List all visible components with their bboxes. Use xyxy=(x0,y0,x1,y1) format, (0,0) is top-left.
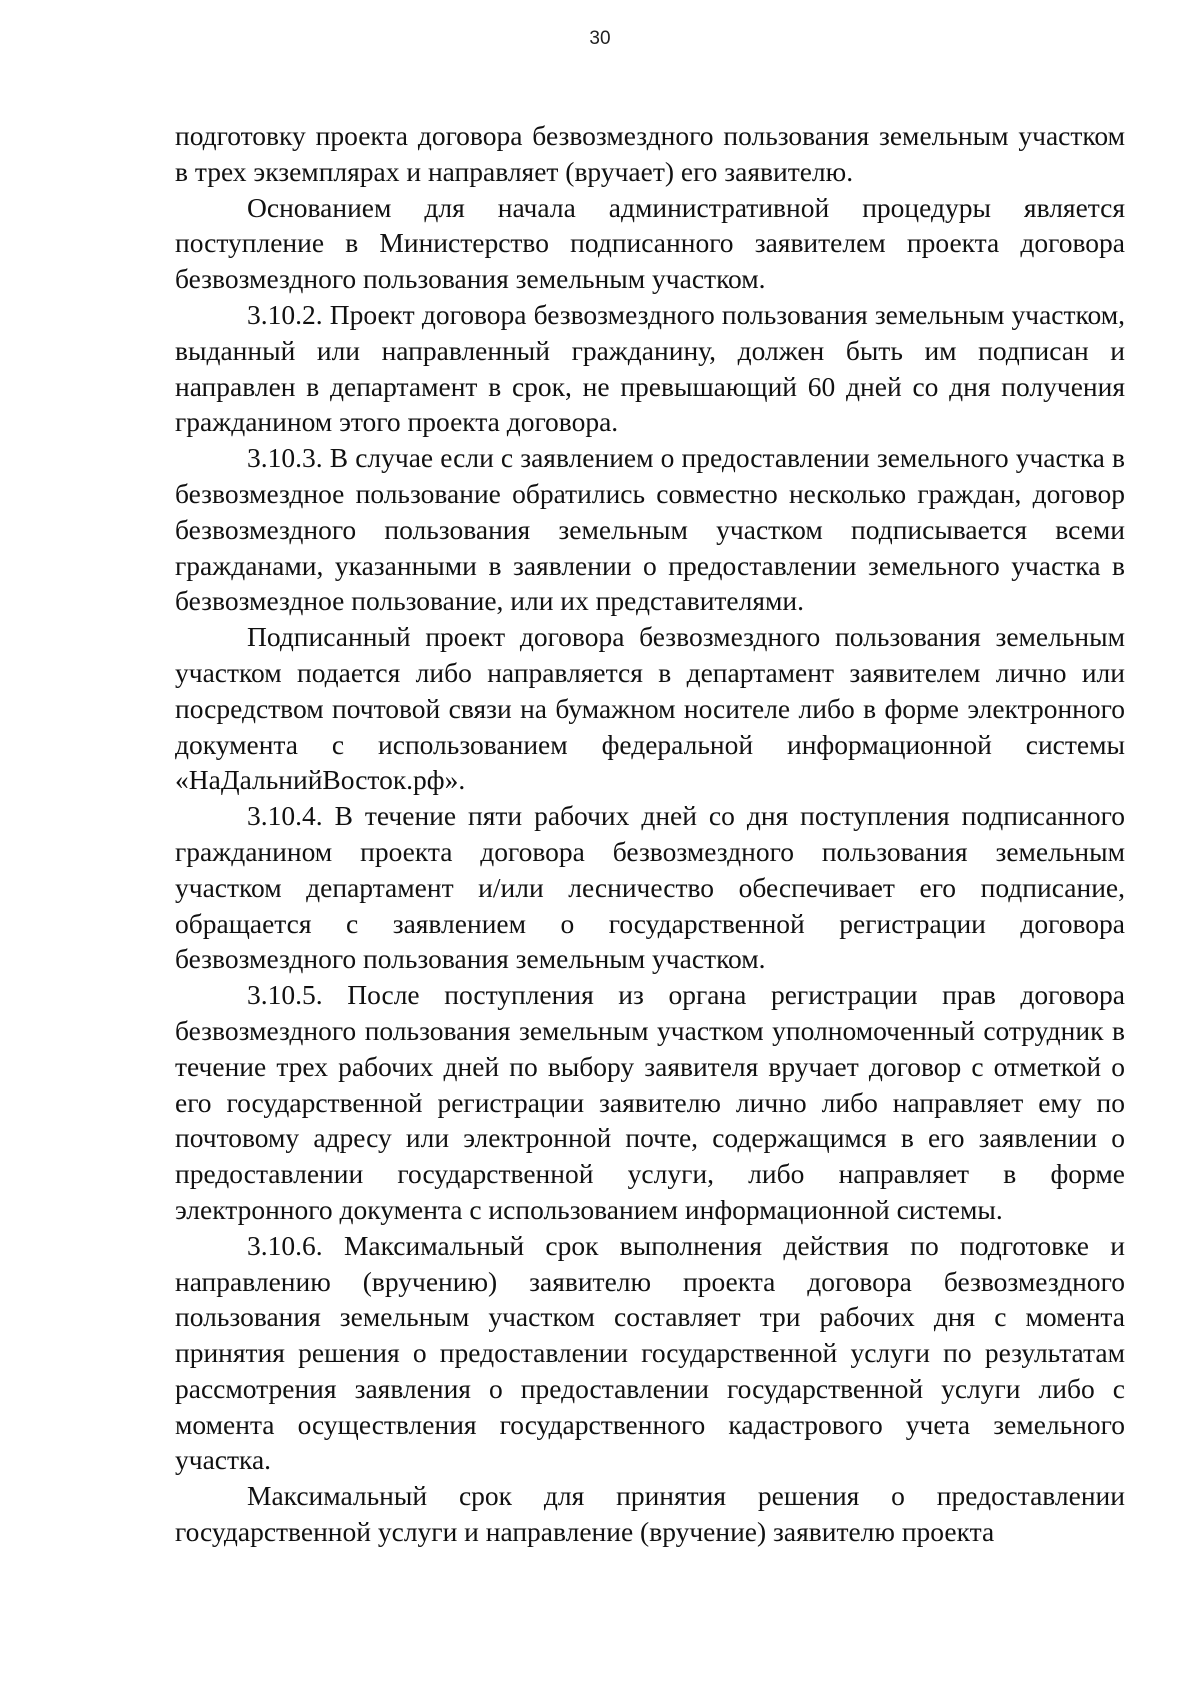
paragraph-max-term: Максимальный срок для принятия решения о предоставлении государственной услуги и направление (вручение) заявителю проекта xyxy=(175,1480,1125,1548)
paragraph-3-10-3: 3.10.3. В случае если с заявлением о предоставлении земельного участка в безвозмездное пользование обратились совместно несколько граждан, договор безвозмездного пользования земельным участком подписывается всеми гражданами, указанными в заявлении о предоставлении земельного участка в безвозмездное пользование, или их представителями. xyxy=(175,442,1125,617)
paragraph-basis: Основанием для начала административной процедуры является поступление в Министерство подписанного заявителем проекта договора безвозмездного пользования земельным участком. xyxy=(175,191,1125,295)
paragraph-3-10-4: 3.10.4. В течение пяти рабочих дней со дня поступления подписанного гражданином проекта договора безвозмездного пользования земельным участком департамент и/или лесничество обеспечивает его подписание, обращается с заявлением о государственной регистрации договора безвозмездного пользования земельным участком. xyxy=(175,800,1125,975)
paragraph-3-10-6: 3.10.6. Максимальный срок выполнения действия по подготовке и направлению (вручению) заявителю проекта договора безвозмездного пользования земельным участком составляет три рабочих дня с момента принятия решения о предоставлении государственной услуги по результатам рассмотрения заявления о предоставлении государственной услуги либо с момента осуществления государственного кадастрового учета земельного участка. xyxy=(175,1229,1125,1476)
document-body xyxy=(175,118,1125,1550)
paragraph-signed-draft: Подписанный проект договора безвозмездного пользования земельным участком подается либо направляется в департамент заявителем лично или посредством почтовой связи на бумажном носителе либо в форме электронного документа с использованием федеральной информационной системы «НаДальнийВосток.рф». xyxy=(175,621,1125,796)
page-number: 30 xyxy=(589,28,611,49)
paragraph-3-10-2: 3.10.2. Проект договора безвозмездного пользования земельным участком, выданный или направленный гражданину, должен быть им подписан и направлен в департамент в срок, не превышающий 60 дней со дня получения гражданином этого проекта договора. xyxy=(175,298,1125,438)
paragraph-continuation: подготовку проекта договора безвозмездного пользования земельным участком в трех экземплярах и направляет (вручает) его заявителю. xyxy=(175,120,1125,187)
paragraph-3-10-5: 3.10.5. После поступления из органа регистрации прав договора безвозмездного пользования земельным участком уполномоченный сотрудник в течение трех рабочих дней по выбору заявителя вручает договор с отметкой о его государственной регистрации заявителю лично либо направляет ему по почтовому адресу или электронной почте, содержащимся в его заявлении о предоставлении государственной услуги, либо направляет в форме электронного документа с использованием информационной системы. xyxy=(175,979,1125,1225)
